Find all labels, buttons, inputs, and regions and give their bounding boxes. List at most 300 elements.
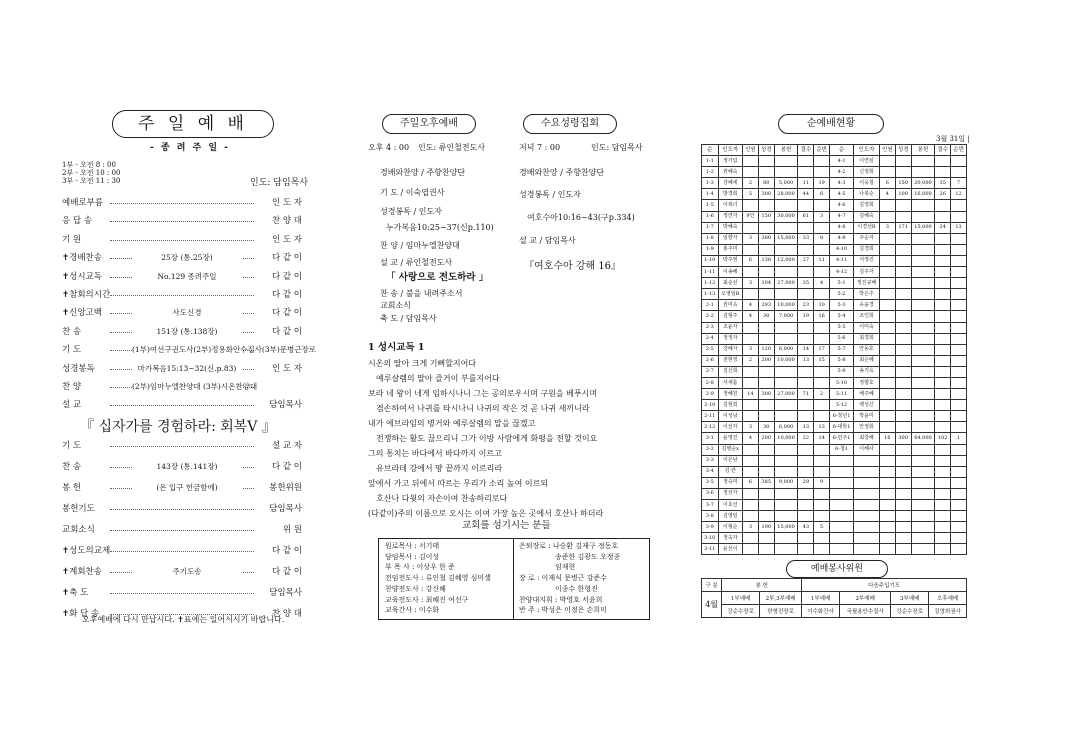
item-performer: 다 같 이 [271, 567, 302, 577]
column-header: 인도자 [854, 145, 880, 156]
service-subheader: 2부예배 [839, 592, 890, 605]
table-cell [879, 455, 895, 466]
volunteer-name: 한형진장로 [760, 605, 802, 618]
table-cell [935, 289, 951, 300]
server-entry: 은퇴장로 : 나승환 김재구 정동호 [519, 542, 619, 550]
table-cell: 송기옥 [854, 366, 880, 377]
server-entry: 임재현 [555, 563, 576, 572]
table-cell [758, 333, 774, 344]
table-cell: 김 란 [718, 466, 743, 477]
table-cell: 정연자 [718, 211, 743, 222]
table-cell [951, 500, 967, 511]
table-cell [774, 200, 798, 211]
wednesday-praise: 경배와찬양 / 주향찬양단 [519, 168, 605, 177]
table-cell [951, 167, 967, 178]
table-cell [854, 544, 880, 555]
table-cell [854, 477, 880, 488]
table-cell [911, 422, 935, 433]
table-cell: 홍주미 [718, 244, 743, 255]
table-cell [911, 500, 935, 511]
table-cell [879, 544, 895, 555]
table-cell [911, 233, 935, 244]
reading-line: 그의 통치는 바다에서 바다까지 이르고 [368, 449, 502, 458]
table-cell [935, 377, 951, 388]
table-cell [879, 355, 895, 366]
reading-line: 보라 네 왕이 네게 임하시나니 그는 공의로우시며 구원을 베푸시며 [368, 389, 597, 398]
table-cell [854, 533, 880, 544]
table-cell: 안동호 [854, 344, 880, 355]
table-cell: 강혜자 [718, 344, 743, 355]
table-cell: 1-4 [702, 189, 719, 200]
table-cell: 윤영진 [718, 433, 743, 444]
table-cell: 2-12 [702, 422, 719, 433]
column-header: 순 [830, 145, 854, 156]
table-cell: 정가림 [718, 156, 743, 167]
table-row [702, 400, 967, 411]
table-cell [951, 156, 967, 167]
table-cell [895, 244, 911, 255]
table-cell: 1-2 [702, 167, 719, 178]
table-cell: 44 [798, 189, 814, 200]
table-cell [879, 466, 895, 477]
item-content: No.129 종려주일 [132, 271, 242, 283]
table-cell [798, 511, 814, 522]
table-cell: 4-2 [830, 167, 854, 178]
reading-line: 겸손하여서 나귀를 타시나니 나귀의 작은 것 곧 나귀 새끼니라 [376, 404, 590, 413]
table-cell [911, 255, 935, 266]
table-cell: 35 [935, 178, 951, 189]
cell-report-title: 순예배현황 [778, 114, 884, 134]
item-label: ✝경배찬송 [62, 253, 102, 264]
table-cell [951, 344, 967, 355]
table-cell: 15,000 [774, 522, 798, 533]
table-row [702, 300, 967, 311]
table-cell [774, 222, 798, 233]
table-cell: 3 [814, 211, 830, 222]
order1-row [62, 197, 302, 209]
table-cell: 이미숙 [854, 322, 880, 333]
reading-line: 호산나 다윗의 자손이여 찬송하리로다 [376, 494, 508, 503]
report-date: 3월 31일 | [936, 135, 970, 143]
table-cell: 5 [743, 189, 759, 200]
table-cell [854, 466, 880, 477]
item-performer: 담임목사 [269, 400, 302, 411]
table-cell: 4 [743, 433, 759, 444]
table-cell: 5-8 [830, 355, 854, 366]
table-cell [743, 455, 759, 466]
table-cell [830, 500, 854, 511]
table-cell [854, 455, 880, 466]
table-cell [743, 533, 759, 544]
table-cell [935, 311, 951, 322]
table-cell [935, 333, 951, 344]
table-cell [879, 377, 895, 388]
table-cell [798, 200, 814, 211]
table-cell [951, 244, 967, 255]
table-cell: 나복순 [854, 189, 880, 200]
table-cell [951, 511, 967, 522]
table-cell [879, 233, 895, 244]
table-cell [758, 322, 774, 333]
order2-row [62, 503, 302, 515]
table-cell [879, 366, 895, 377]
table-cell [758, 455, 774, 466]
table-row [702, 178, 967, 189]
table-cell [774, 167, 798, 178]
table-cell: 13 [814, 422, 830, 433]
table-cell: 박혜숙 [718, 222, 743, 233]
order2-row [62, 461, 302, 473]
order1-row [62, 234, 302, 246]
table-cell: 12,000 [774, 255, 798, 266]
table-cell: 박은주 [854, 289, 880, 300]
order1-row [62, 344, 317, 356]
item-label: 기 도 [62, 441, 82, 451]
table-row [702, 333, 967, 344]
table-cell [911, 444, 935, 455]
table-cell [758, 244, 774, 255]
afternoon-hymn: 찬 송 / 불을 내려주소서 [380, 289, 463, 298]
table-cell: 이복녀 [718, 200, 743, 211]
volunteer-name: 김영희권사 [929, 605, 967, 618]
table-cell [774, 511, 798, 522]
table-cell: 김신희 [718, 366, 743, 377]
table-cell: 최은혜 [854, 355, 880, 366]
table-cell: 박주영 [718, 255, 743, 266]
table-cell: 22 [798, 433, 814, 444]
table-cell [814, 511, 830, 522]
table-row [702, 511, 967, 522]
table-row [702, 233, 967, 244]
church-servers-title: 교회를 섬기시는 분들 [462, 520, 551, 531]
table-cell [895, 422, 911, 433]
table-cell: 64,000 [911, 433, 935, 444]
item-performer: 담임목사 [269, 588, 302, 598]
table-cell: 3-11 [702, 544, 719, 555]
responsive-reading-title: 1 성시교독 1 [368, 342, 425, 353]
table-cell: 1-9 [702, 244, 719, 255]
table-cell: 200 [758, 355, 774, 366]
table-row [702, 211, 967, 222]
table-row [702, 322, 967, 333]
table-cell [935, 400, 951, 411]
table-cell: 최순선 [718, 278, 743, 289]
table-row [702, 289, 967, 300]
table-row [702, 344, 967, 355]
item-label: 기 도 [62, 345, 82, 356]
table-cell: 30 [758, 311, 774, 322]
table-cell: 16 [879, 433, 895, 444]
table-cell [798, 455, 814, 466]
table-cell [879, 477, 895, 488]
table-cell: 27 [798, 255, 814, 266]
table-cell [814, 200, 830, 211]
table-cell: 2-9 [702, 389, 719, 400]
table-cell [895, 389, 911, 400]
table-cell: 5 [814, 522, 830, 533]
table-cell [911, 322, 935, 333]
table-row [702, 189, 967, 200]
leader-dots [110, 240, 254, 241]
column-header: 성경 [895, 145, 911, 156]
afternoon-praise: 경배와찬양 / 주향찬양단 [380, 168, 466, 177]
table-cell [935, 233, 951, 244]
table-cell [895, 533, 911, 544]
table-cell: 1-11 [702, 267, 719, 278]
table-cell [743, 366, 759, 377]
leader-dots [110, 405, 254, 406]
table-cell: 15,000 [774, 233, 798, 244]
table-row [702, 156, 967, 167]
table-cell: 김영임 [718, 511, 743, 522]
wednesday-sermon-title: 『여호수아 강해 16』 [524, 261, 622, 272]
table-cell [911, 355, 935, 366]
table-cell [758, 411, 774, 422]
table-cell: 6 [743, 477, 759, 488]
table-cell [951, 377, 967, 388]
leader-dots [110, 593, 254, 594]
table-cell: 12 [951, 189, 967, 200]
table-cell [774, 333, 798, 344]
table-cell [798, 466, 814, 477]
table-cell: 24 [935, 222, 951, 233]
table-cell [895, 377, 911, 388]
table-cell [935, 366, 951, 377]
table-cell: 김현희 [718, 400, 743, 411]
table-cell: 정옥자 [718, 533, 743, 544]
table-cell: 6-청년1 [830, 411, 854, 422]
table-cell: 2-1 [702, 300, 719, 311]
table-cell: 방경희 [718, 189, 743, 200]
order1-row [62, 271, 302, 283]
column-header: 인원 [879, 145, 895, 156]
header-next-prayer: 다음주입기도 [802, 579, 967, 592]
server-entry: 부 목 사 : 이상우 한 준 [385, 563, 455, 572]
column-header: 결수 [935, 145, 951, 156]
table-cell [895, 366, 911, 377]
table-cell [951, 322, 967, 333]
table-cell: 정선자 [718, 488, 743, 499]
table-cell [911, 389, 935, 400]
table-cell: 2-5 [702, 344, 719, 355]
table-cell: 2-11 [702, 411, 719, 422]
item-label: ✝성시교독 [62, 271, 102, 282]
table-cell: 김형주 [718, 311, 743, 322]
table-cell: 8 [814, 233, 830, 244]
table-cell [935, 244, 951, 255]
table-cell [814, 167, 830, 178]
table-cell: 4-5 [830, 189, 854, 200]
table-cell [743, 267, 759, 278]
table-cell [879, 311, 895, 322]
table-row [702, 200, 967, 211]
table-cell: 정진규배 [854, 278, 880, 289]
item-performer: 설 교 자 [271, 441, 302, 451]
table-cell [951, 278, 967, 289]
table-cell [935, 522, 951, 533]
table-cell [879, 400, 895, 411]
table-cell: 이경선B [854, 222, 880, 233]
table-cell: 정정자 [718, 333, 743, 344]
table-cell: 19 [814, 178, 830, 189]
table-cell: 4-8 [830, 222, 854, 233]
table-cell [911, 522, 935, 533]
table-cell [774, 500, 798, 511]
table-cell: 1 [951, 433, 967, 444]
volunteer-name: 강순수장로 [891, 605, 929, 618]
table-row [702, 444, 967, 455]
server-entry: 장 로 : 이재식 문병근 강준수 [519, 574, 607, 583]
table-cell [743, 511, 759, 522]
table-cell [798, 377, 814, 388]
table-cell [814, 322, 830, 333]
table-cell [935, 255, 951, 266]
table-cell: 이선자 [718, 422, 743, 433]
table-cell [935, 322, 951, 333]
table-cell: 6 [743, 255, 759, 266]
column-header: 순번 [814, 145, 830, 156]
order1-row [62, 363, 302, 375]
table-cell [879, 344, 895, 355]
table-cell: 3 [743, 278, 759, 289]
table-cell [935, 156, 951, 167]
item-content: 25장 (통.25장) [132, 252, 242, 264]
table-cell: 4-3 [830, 178, 854, 189]
table-cell [935, 355, 951, 366]
item-label: ✝신앙고백 [62, 308, 102, 319]
item-performer: 인 도 자 [271, 234, 302, 245]
table-cell [895, 488, 911, 499]
volunteers-names-row [702, 605, 967, 618]
table-cell [951, 488, 967, 499]
table-cell [951, 389, 967, 400]
table-cell: 5-4 [830, 311, 854, 322]
table-cell: 3-8 [702, 511, 719, 522]
table-cell: 김주자 [854, 267, 880, 278]
table-cell: 안정희 [854, 422, 880, 433]
table-cell [879, 211, 895, 222]
table-cell [879, 333, 895, 344]
table-cell: 23 [798, 300, 814, 311]
table-cell: 전현정 [718, 355, 743, 366]
table-cell [935, 455, 951, 466]
table-cell: 293 [758, 300, 774, 311]
table-cell [895, 400, 911, 411]
table-cell [798, 488, 814, 499]
item-label: ✝참회의시간 [62, 290, 111, 300]
table-cell [879, 167, 895, 178]
table-cell: 3 [743, 522, 759, 533]
service-time-1: 1부 - 오전 8 : 00 [62, 161, 116, 169]
table-cell [879, 300, 895, 311]
church-servers-box [378, 538, 650, 620]
item-label: ✝계회찬송 [62, 567, 102, 577]
table-cell [879, 511, 895, 522]
table-row [702, 389, 967, 400]
table-row [702, 267, 967, 278]
table-cell [798, 366, 814, 377]
afternoon-leader: 인도: 류인철전도사 [418, 143, 486, 152]
item-performer: 다 같 이 [271, 290, 302, 300]
table-cell: 배주혜 [854, 389, 880, 400]
table-cell: 이욱철 [854, 178, 880, 189]
order1-row [62, 399, 302, 411]
table-cell [814, 400, 830, 411]
table-cell: 7 [951, 178, 967, 189]
table-cell: 11 [814, 255, 830, 266]
item-label: ✝성도의교제 [62, 546, 111, 556]
server-entry: 반 주 : 박성은 이정은 손희미 [519, 606, 607, 615]
table-cell: 11 [798, 178, 814, 189]
table-cell: 1-6 [702, 211, 719, 222]
table-cell [774, 544, 798, 555]
table-row [702, 355, 967, 366]
table-cell [895, 455, 911, 466]
table-row [702, 244, 967, 255]
table-cell: 104 [758, 278, 774, 289]
item-performer: 다 같 이 [271, 326, 302, 337]
item-performer: 봉헌위원 [269, 483, 302, 493]
table-cell: 30,000 [774, 211, 798, 222]
volunteers-header-row [702, 579, 967, 592]
table-cell [951, 400, 967, 411]
table-cell [879, 244, 895, 255]
table-cell: 2-10 [702, 400, 719, 411]
table-cell: 14 [814, 433, 830, 444]
table-cell: 300 [758, 389, 774, 400]
table-row [702, 488, 967, 499]
service-leader: 인도: 담임목사 [250, 178, 309, 188]
table-cell [758, 400, 774, 411]
server-entry: 원로목사 : 서기태 [385, 542, 440, 550]
table-cell [814, 500, 830, 511]
table-cell: 이호선 [718, 500, 743, 511]
volunteers-subheader-row [702, 592, 967, 605]
table-cell [774, 267, 798, 278]
table-cell [743, 500, 759, 511]
table-cell [911, 344, 935, 355]
table-cell [758, 222, 774, 233]
table-cell [911, 411, 935, 422]
item-performer: 다 같 이 [271, 462, 302, 472]
table-cell: 오영임B [718, 289, 743, 300]
leader-dots [110, 221, 254, 222]
table-cell [743, 377, 759, 388]
table-cell: 5-1 [830, 278, 854, 289]
table-cell: 15,000 [911, 222, 935, 233]
table-cell [798, 289, 814, 300]
table-cell [951, 255, 967, 266]
table-cell: 300 [758, 189, 774, 200]
column-header: 순 [702, 145, 719, 156]
table-cell [935, 422, 951, 433]
table-cell: 이성남 [718, 411, 743, 422]
table-cell: 3-6 [702, 488, 719, 499]
table-cell [830, 488, 854, 499]
table-cell: 190 [758, 522, 774, 533]
table-cell [743, 488, 759, 499]
table-cell [911, 533, 935, 544]
table-cell: 3-10 [702, 533, 719, 544]
table-cell: 3-3 [702, 455, 719, 466]
leader-dots [110, 203, 254, 204]
table-cell [895, 544, 911, 555]
server-entry: 교육전도사 : 최혜진 여선구 [385, 595, 469, 604]
table-cell: 43 [798, 522, 814, 533]
header-offering: 봉 헌 [722, 579, 802, 592]
table-cell [758, 200, 774, 211]
item-performer: 다 같 이 [271, 546, 302, 556]
